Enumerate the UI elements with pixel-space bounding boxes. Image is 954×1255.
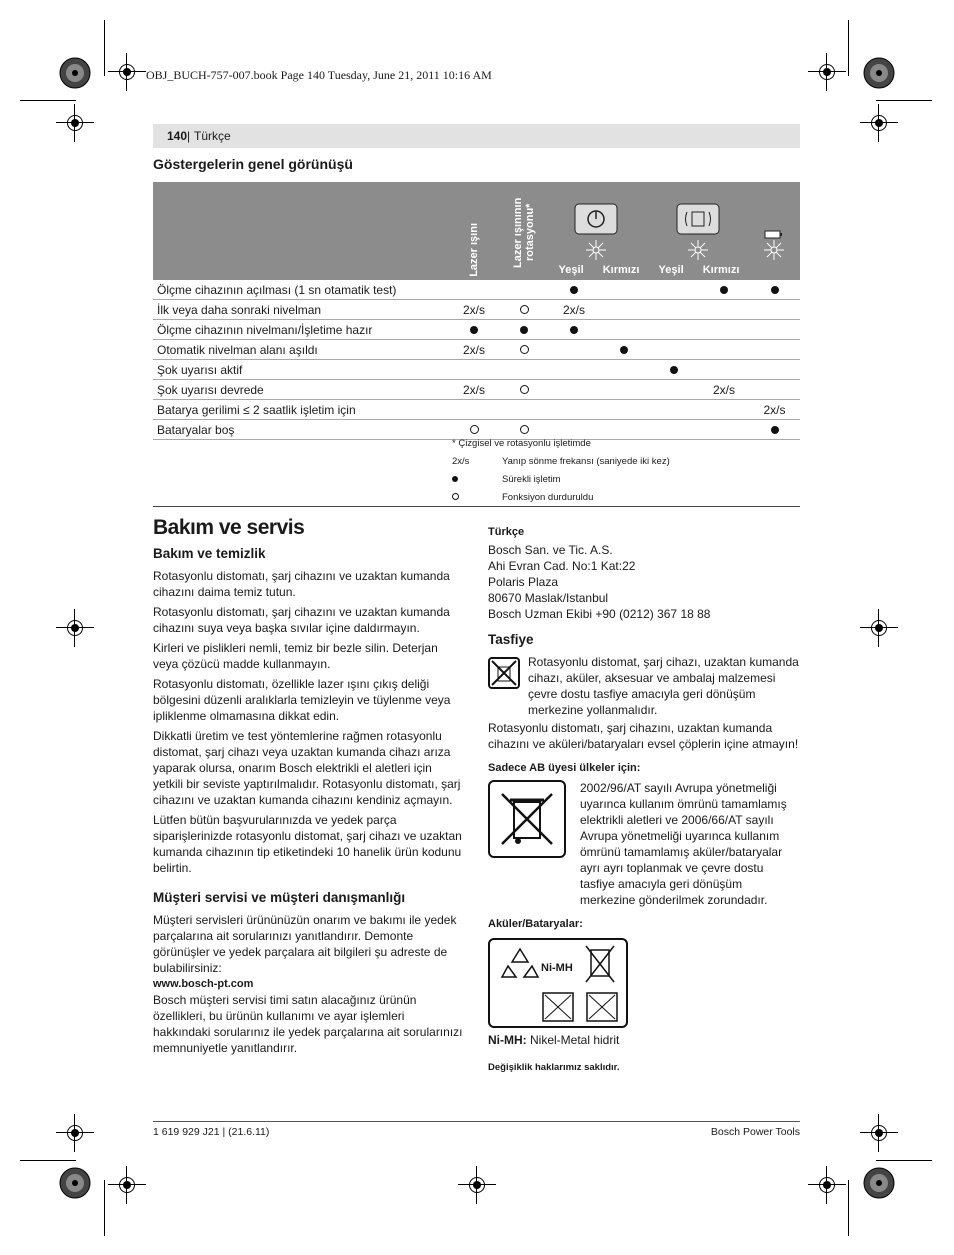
paragraph: Lütfen bütün başvurularınızda ve yedek parça siparişlerinizde rotasyonlu distomat, şarj cihazı ve uzaktan kumanda cihazının tip etiketindeki 10 hanelik ürün kodunu belirtin. bbox=[153, 813, 462, 875]
table-cell bbox=[449, 400, 499, 420]
color-wheel-icon bbox=[862, 56, 896, 90]
table-cell: 2x/s bbox=[449, 300, 499, 320]
trim-mark bbox=[848, 1180, 849, 1236]
table-cell bbox=[549, 360, 599, 380]
no-dustbin-icon bbox=[542, 992, 574, 1022]
row-label: Şok uyarısı aktif bbox=[153, 360, 449, 380]
off-light-icon bbox=[470, 425, 479, 434]
table-cell bbox=[749, 380, 800, 400]
trim-mark bbox=[20, 100, 76, 101]
table-cell bbox=[699, 400, 749, 420]
right-column bbox=[488, 524, 800, 1076]
table-cell: 2x/s bbox=[549, 300, 599, 320]
page-number: 140 bbox=[167, 129, 188, 143]
registration-mark-icon bbox=[812, 57, 842, 87]
print-header: OBJ_BUCH-757-007.book Page 140 Tuesday, June 21, 2011 10:16 AM bbox=[146, 68, 492, 82]
table-row bbox=[153, 280, 800, 300]
row-label: Batarya gerilimi ≤ 2 saatlik işletim için bbox=[153, 400, 449, 420]
registration-mark-icon bbox=[112, 57, 142, 87]
legend-symbol bbox=[452, 492, 459, 503]
paragraph: Rotasyonlu distomatı, şarj cihazını ve uzaktan kumanda cihazını suya veya başka sıvılar içine daldırmayın. bbox=[153, 605, 450, 635]
table-cell: 2x/s bbox=[699, 380, 749, 400]
off-light-icon bbox=[520, 345, 529, 354]
table-cell bbox=[549, 380, 599, 400]
table-cell bbox=[599, 300, 649, 320]
crossed-bin-icon bbox=[582, 944, 618, 986]
table-cell bbox=[649, 340, 699, 360]
table-cell bbox=[749, 340, 800, 360]
header-laser: Lazer ışını bbox=[449, 182, 499, 280]
table-cell bbox=[699, 360, 749, 380]
table-cell bbox=[699, 280, 749, 300]
table-cell bbox=[449, 280, 499, 300]
table-cell bbox=[599, 420, 649, 440]
steady-light-icon bbox=[452, 476, 458, 482]
nimh-term: Ni-MH: bbox=[488, 1033, 527, 1047]
table-cell bbox=[749, 360, 800, 380]
address-line: Bosch San. ve Tic. A.S. bbox=[488, 543, 613, 557]
address-line: Bosch Uzman Ekibi +90 (0212) 367 18 88 bbox=[488, 607, 711, 621]
nimh-definition bbox=[488, 1032, 800, 1048]
table-cell bbox=[549, 280, 599, 300]
paragraph: Kirleri ve pislikleri nemli, temiz bir bezle silin. Deterjan veya çözücü madde kullanmayın. bbox=[153, 641, 438, 671]
battery-heading: Aküler/Bataryalar: bbox=[488, 918, 583, 930]
indicators-title: Göstergelerin genel görünüşü bbox=[153, 156, 353, 172]
header-red-2: Kırmızı bbox=[702, 264, 740, 276]
row-label: Şok uyarısı devrede bbox=[153, 380, 449, 400]
header-blank bbox=[153, 182, 449, 280]
battery-symbols bbox=[488, 938, 628, 1028]
no-dustbin-icon bbox=[488, 657, 520, 689]
paragraph: Bosch müşteri servisi timi satın alacağınız ürünün özellikleri, bu ürünün kullanımı ve ayar işlemleri hakkındaki sorularınız ile yedek parçalarına ait sorularınızı memnuniyetle yanıtlandırır. bbox=[153, 993, 463, 1055]
footer-rule bbox=[153, 1121, 800, 1122]
paragraph: Müşteri servisleri ürününüzün onarım ve bakımı ile yedek parçalarına ait sorularınızı yanıtlandırır. Demonte görünüşler ve yedek parçalara ait bilgileri şu adreste de bulabilirsiniz: bbox=[153, 913, 457, 975]
registration-mark-icon bbox=[864, 1118, 894, 1148]
header-shock-indicator bbox=[649, 182, 749, 280]
registration-mark-icon bbox=[60, 108, 90, 138]
header-battery-indicator bbox=[749, 182, 800, 280]
website-link[interactable]: www.bosch-pt.com bbox=[153, 978, 254, 990]
header-rotation: Lazer ışınının rotasyonu* bbox=[499, 182, 549, 280]
table-cell bbox=[649, 320, 699, 340]
table-cell bbox=[549, 340, 599, 360]
table-cell bbox=[649, 380, 699, 400]
section-title-maintenance: Bakım ve servis bbox=[153, 516, 305, 539]
paragraph: 2002/96/AT sayılı Avrupa yönetmeliği uyarınca kullanım ömrünü tamamlamış elektrikli aletleri ve 2006/66/AT sayılı Avrupa yönetmeliği uyarınca kullanım ömrünü tamamlamış aküler/bataryalar ayrı ayrı toplanmak ve çevre dostu tasfiye amacıyla geri dönüşüm merkezine gönderilmek zorundadır. bbox=[580, 781, 787, 907]
table-cell bbox=[749, 320, 800, 340]
table-cell: 2x/s bbox=[449, 380, 499, 400]
paragraph: Rotasyonlu distomatı, şarj cihazını, uzaktan kumanda cihazını ve aküleri/bataryaları evsel çöplerin içine atmayın! bbox=[488, 721, 799, 751]
shock-warning-icon bbox=[675, 202, 723, 236]
table-cell bbox=[499, 300, 549, 320]
nimh-meaning: Nikel-Metal hidrit bbox=[530, 1033, 620, 1047]
table-cell bbox=[749, 280, 800, 300]
table-cell bbox=[499, 360, 549, 380]
country-heading: Türkçe bbox=[488, 526, 525, 538]
steady-light-icon bbox=[771, 286, 779, 294]
power-button-icon bbox=[573, 202, 621, 236]
registration-mark-icon bbox=[864, 613, 894, 643]
running-head bbox=[153, 124, 800, 148]
legend-symbol bbox=[452, 474, 458, 485]
header-red-1: Kırmızı bbox=[602, 264, 640, 276]
eu-heading: Sadece AB üyesi ülkeler için: bbox=[488, 762, 641, 774]
off-light-icon bbox=[452, 493, 459, 500]
head-separator: | bbox=[187, 129, 191, 143]
steady-light-icon bbox=[570, 286, 578, 294]
registration-mark-icon bbox=[60, 1118, 90, 1148]
address-line: Polaris Plaza bbox=[488, 575, 559, 589]
table-cell bbox=[649, 360, 699, 380]
paragraph: Rotasyonlu distomatı, özellikle lazer ışını çıkış deliği bölgesini düzenli aralıklarla temizleyin ve tüylenme veya ipliklenme olmamasına dikkat edin. bbox=[153, 677, 451, 723]
table-cell: 2x/s bbox=[749, 400, 800, 420]
blinking-light-icon bbox=[764, 240, 784, 260]
trim-mark bbox=[848, 20, 849, 76]
paragraph: Dikkatli üretim ve test yöntemlerine rağmen rotasyonlu distomat, şarj cihazı veya uzaktan kumanda cihazı arıza yaparak olursa, onarım Bosch elektrikli el aletleri için yetkili bir seviste yaptırılmalıdır. Rotasyonlu distomatı, şarj cihazını ve uzaktan kumanda cihazını kendiniz açmayın. bbox=[153, 729, 461, 807]
steady-light-icon bbox=[570, 326, 578, 334]
legend-text: Yanıp sönme frekansı (saniyede iki kez) bbox=[502, 456, 670, 467]
table-footnote: * Çizgisel ve rotasyonlu işletimde bbox=[452, 438, 591, 449]
table-row bbox=[153, 340, 800, 360]
recycling-icon bbox=[500, 946, 540, 980]
footer-doc-code: 1 619 929 J21 | (21.6.11) bbox=[153, 1126, 270, 1138]
registration-mark-icon bbox=[864, 108, 894, 138]
subheading-disposal: Tasfiye bbox=[488, 632, 534, 647]
table-cell bbox=[499, 320, 549, 340]
trim-mark bbox=[876, 1160, 932, 1161]
left-column bbox=[153, 516, 465, 1060]
subheading-cleaning: Bakım ve temizlik bbox=[153, 546, 266, 561]
table-cell bbox=[599, 380, 649, 400]
table-row bbox=[153, 300, 800, 320]
table-cell bbox=[649, 420, 699, 440]
table-cell bbox=[499, 280, 549, 300]
steady-light-icon bbox=[470, 326, 478, 334]
reserved-note: Değişiklik haklarımız saklıdır. bbox=[488, 1062, 620, 1073]
table-cell bbox=[499, 380, 549, 400]
table-cell bbox=[699, 300, 749, 320]
steady-light-icon bbox=[620, 346, 628, 354]
row-label: Otomatik nivelman alanı aşıldı bbox=[153, 340, 449, 360]
row-label: Ölçme cihazının nivelmanı/İşletime hazır bbox=[153, 320, 449, 340]
table-cell bbox=[549, 320, 599, 340]
registration-mark-icon bbox=[60, 613, 90, 643]
table-cell bbox=[649, 300, 699, 320]
steady-light-icon bbox=[720, 286, 728, 294]
blinking-light-icon bbox=[586, 240, 606, 260]
table-cell bbox=[599, 400, 649, 420]
table-cell bbox=[599, 280, 649, 300]
trim-mark bbox=[104, 1180, 105, 1236]
table-cell: 2x/s bbox=[449, 340, 499, 360]
trim-mark bbox=[876, 100, 932, 101]
table-cell bbox=[449, 420, 499, 440]
table-row bbox=[153, 360, 800, 380]
table-row bbox=[153, 400, 800, 420]
row-label: Bataryalar boş bbox=[153, 420, 449, 440]
page-language: Türkçe bbox=[194, 129, 231, 143]
table-header-row bbox=[153, 182, 800, 280]
table-cell bbox=[699, 320, 749, 340]
legend-symbol: 2x/s bbox=[452, 456, 470, 467]
trim-mark bbox=[20, 1160, 76, 1161]
steady-light-icon bbox=[670, 366, 678, 374]
table-cell bbox=[649, 400, 699, 420]
table-cell bbox=[549, 400, 599, 420]
table-cell bbox=[599, 360, 649, 380]
battery-icon bbox=[764, 230, 784, 240]
subheading-customer-service: Müşteri servisi ve müşteri danışmanlığı bbox=[153, 890, 406, 905]
header-power-indicator bbox=[549, 182, 649, 280]
no-dustbin-icon bbox=[586, 992, 618, 1022]
registration-mark-icon bbox=[812, 1170, 842, 1200]
registration-mark-icon bbox=[112, 1170, 142, 1200]
table-cell bbox=[749, 420, 800, 440]
address-line: 80670 Maslak/Istanbul bbox=[488, 591, 609, 605]
steady-light-icon bbox=[520, 326, 528, 334]
row-label: Ölçme cihazının açılması (1 sn otamatik test) bbox=[153, 280, 449, 300]
color-wheel-icon bbox=[862, 1166, 896, 1200]
header-green-1: Yeşil bbox=[558, 264, 584, 276]
trim-mark bbox=[104, 20, 105, 76]
table-row bbox=[153, 420, 800, 440]
table-cell bbox=[649, 280, 699, 300]
footer-brand: Bosch Power Tools bbox=[710, 1126, 800, 1138]
color-wheel-icon bbox=[58, 1166, 92, 1200]
off-light-icon bbox=[520, 385, 529, 394]
row-label: İlk veya daha sonraki nivelman bbox=[153, 300, 449, 320]
indicator-table bbox=[153, 182, 800, 440]
table-cell bbox=[449, 360, 499, 380]
table-cell bbox=[599, 320, 649, 340]
table-cell bbox=[549, 420, 599, 440]
table-cell bbox=[499, 400, 549, 420]
weee-notice bbox=[488, 780, 800, 908]
paragraph: Rotasyonlu distomatı, şarj cihazını ve uzaktan kumanda cihazını daima temiz tutun. bbox=[153, 569, 450, 599]
address-line: Ahi Evran Cad. No:1 Kat:22 bbox=[488, 559, 636, 573]
service-address bbox=[488, 542, 800, 622]
recycle-notice bbox=[488, 654, 800, 720]
legend-text: Sürekli işletim bbox=[502, 474, 561, 485]
nimh-symbol: Ni-MH bbox=[541, 962, 573, 974]
crossed-wheelie-bin-icon bbox=[488, 780, 566, 858]
legend-text: Fonksiyon durduruldu bbox=[502, 492, 594, 503]
table-cell bbox=[499, 340, 549, 360]
table-row bbox=[153, 380, 800, 400]
blinking-light-icon bbox=[688, 240, 708, 260]
registration-mark-icon bbox=[462, 1170, 492, 1200]
paragraph: Rotasyonlu distomat, şarj cihazı, uzaktan kumanda cihazı, aküler, aksesuar ve ambalaj malzemesi çevre dostu tasfiye amacıyla geri dönüşüm merkezine yollanmalıdır. bbox=[528, 655, 799, 717]
table-end-rule bbox=[153, 506, 800, 507]
table-cell bbox=[499, 420, 549, 440]
steady-light-icon bbox=[771, 426, 779, 434]
table-cell bbox=[699, 420, 749, 440]
header-green-2: Yeşil bbox=[658, 264, 684, 276]
table-cell bbox=[599, 340, 649, 360]
table-row bbox=[153, 320, 800, 340]
table-cell bbox=[449, 320, 499, 340]
off-light-icon bbox=[520, 305, 529, 314]
table-cell bbox=[699, 340, 749, 360]
off-light-icon bbox=[520, 425, 529, 434]
color-wheel-icon bbox=[58, 56, 92, 90]
table-cell bbox=[749, 300, 800, 320]
